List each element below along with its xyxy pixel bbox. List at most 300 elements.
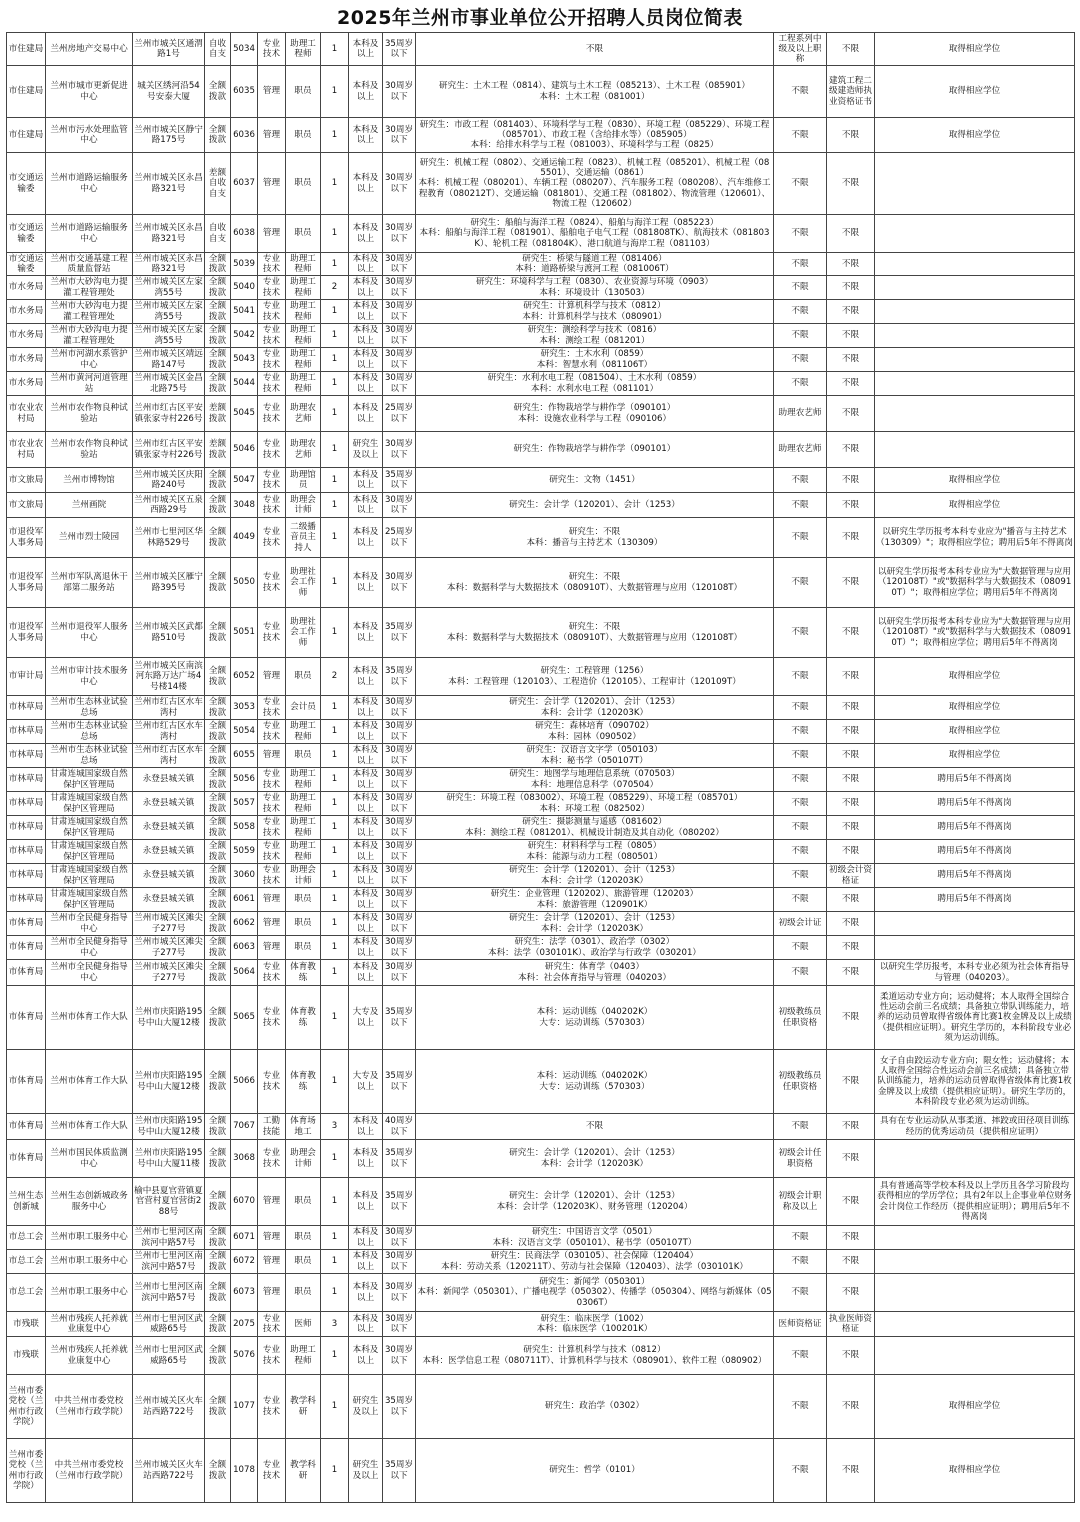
address-cell: 兰州市红古区水车湾村 (134, 721, 203, 742)
education-cell: 本科及以上 (349, 1337, 383, 1375)
address-cell: 兰州市城关区静宁路175号 (133, 118, 205, 153)
age-cell: 35周岁以下 (383, 608, 416, 658)
other-cell (875, 253, 1075, 276)
certificate-cell: 不限 (827, 1439, 875, 1503)
count-cell: 3 (321, 1114, 349, 1140)
dept-cell: 市体育局 (7, 986, 46, 1050)
unit-cell: 兰州市退役军人服务中心 (46, 608, 133, 658)
count-cell: 2 (321, 658, 349, 696)
unit-cell: 兰州市污水处理监管中心 (46, 118, 133, 153)
education-cell: 本科及以上 (349, 936, 383, 960)
education-cell: 本科及以上 (349, 118, 383, 153)
code-cell: 5050 (231, 558, 258, 608)
count-cell: 1 (321, 1050, 349, 1114)
certificate-cell: 不限 (827, 468, 875, 493)
code-cell: 5054 (231, 720, 258, 744)
major-cell: 研究生：新闻学（050301） 本科：新闻学（050301）、广播电视学（050302）、传播学（050304）、网络与新媒体（050306T） (416, 1274, 774, 1312)
category-cell: 专业技术 (258, 816, 286, 840)
position-cell: 助理会计师 (286, 1140, 321, 1178)
unit-cell: 兰州房地产交易中心 (46, 33, 133, 66)
position-cell: 助理工程师 (286, 276, 321, 300)
code-cell: 6063 (231, 936, 258, 960)
code-cell: 6036 (231, 118, 258, 153)
table-row (7, 608, 1075, 658)
funding-cell: 全额拨款 (205, 300, 231, 324)
other-cell: 以研究生学历报考，本科专业必须为社会体育指导与管理（040203）。 (875, 960, 1075, 986)
position-cell: 助理工程师 (286, 253, 321, 276)
certificate-cell: 不限 (827, 986, 875, 1050)
count-cell: 1 (321, 696, 349, 720)
education-cell: 本科及以上 (349, 1140, 383, 1178)
category-cell: 专业技术 (258, 493, 286, 518)
age-cell: 30周岁以下 (383, 493, 416, 518)
certificate-cell: 不限 (827, 1140, 875, 1178)
code-cell: 6073 (231, 1274, 258, 1312)
other-cell: 以研究生学历报考本科专业应为"播音与主持艺术（130309）"；取得相应学位；聘用后5年不得离岗 (875, 518, 1075, 558)
certificate-cell: 不限 (827, 372, 875, 396)
count-cell: 1 (321, 372, 349, 396)
table-row (7, 432, 1075, 468)
education-cell: 本科及以上 (349, 840, 383, 864)
address-cell: 永登县城关镇 (133, 840, 205, 864)
table-row (7, 936, 1075, 960)
education-cell: 研究生及以上 (349, 432, 383, 468)
count-cell: 1 (321, 1178, 349, 1226)
unit-cell: 兰州市体育工作大队 (46, 1050, 133, 1114)
address-cell: 兰州市城关区左家湾55号 (134, 301, 203, 322)
age-cell: 30周岁以下 (383, 558, 416, 608)
category-cell: 工勤技能 (258, 1114, 286, 1140)
code-cell: 3053 (231, 696, 258, 720)
unit-cell: 甘肃连城国家级自然保护区管理局 (46, 816, 133, 840)
other-cell: 取得相应学位 (875, 720, 1075, 744)
dept-cell: 兰州市委党校（兰州市行政学院） (7, 1439, 46, 1503)
other-cell: 取得相应学位 (875, 696, 1075, 720)
unit-cell: 兰州市体育工作大队 (46, 1114, 133, 1140)
certificate-cell: 不限 (827, 960, 875, 986)
certificate-cell: 不限 (827, 1050, 875, 1114)
count-cell: 1 (321, 1250, 349, 1274)
table-row (7, 1140, 1075, 1178)
qualification-cell: 不限 (774, 1250, 827, 1274)
education-cell: 本科及以上 (349, 468, 383, 493)
code-cell: 2075 (231, 1312, 258, 1337)
category-cell: 专业技术 (258, 468, 286, 493)
education-cell: 大专及以上 (349, 1050, 383, 1114)
certificate-cell: 不限 (827, 936, 875, 960)
positions-table (6, 32, 1075, 1503)
position-cell: 体育教练 (286, 986, 321, 1050)
major-cell: 本科：运动训练（040202K） 大专：运动训练（570303） (416, 1050, 774, 1114)
major-cell: 本科：运动训练（040202K） 大专：运动训练（570303） (416, 986, 774, 1050)
table-row (7, 493, 1075, 518)
position-cell: 助理工程师 (286, 840, 321, 864)
position-cell: 教学科研 (286, 1439, 321, 1503)
category-cell: 管理 (258, 118, 286, 153)
major-cell: 研究生：法学（0301）、政治学（0302） 本科：法学（030101K）、政治学与行政学（030201） (416, 936, 774, 960)
age-cell: 30周岁以下 (383, 432, 416, 468)
count-cell: 1 (321, 33, 349, 66)
unit-cell: 兰州市大砂沟电力提灌工程管理处 (46, 300, 133, 324)
certificate-cell: 不限 (827, 396, 875, 432)
code-cell: 5064 (231, 960, 258, 986)
major-cell: 研究生：不限 本科：播音与主持艺术（130309） (416, 518, 774, 558)
position-cell: 助理工程师 (286, 348, 321, 372)
age-cell: 30周岁以下 (383, 324, 416, 348)
qualification-cell: 不限 (774, 276, 827, 300)
code-cell: 5041 (231, 300, 258, 324)
certificate-cell: 不限 (827, 253, 875, 276)
table-row (7, 912, 1075, 936)
position-cell: 教学科研 (286, 1375, 321, 1439)
count-cell: 1 (321, 1226, 349, 1250)
code-cell: 5066 (231, 1050, 258, 1114)
qualification-cell: 不限 (774, 792, 827, 816)
education-cell: 本科及以上 (349, 744, 383, 768)
major-cell: 研究生：会计学（120201）、会计（1253） 本科：会计学（120203K） (416, 912, 774, 936)
dept-cell: 市总工会 (7, 1226, 46, 1250)
unit-cell: 兰州市审计技术服务中心 (46, 658, 133, 696)
address-cell: 兰州市七里河区华林路529号 (133, 518, 205, 558)
code-cell: 5045 (231, 396, 258, 432)
funding-cell: 全额拨款 (205, 372, 231, 396)
unit-cell: 兰州画院 (46, 493, 133, 518)
major-cell: 研究生：船舶与海洋工程（0824）、船舶与海洋工程（085223） 本科：船舶与海洋工程（081901）、船舶电子电气工程（081808TK）、航海技术（081803K）、轮机工程（081804K）、港口航道与海岸工程（081103） (416, 215, 774, 253)
major-cell: 研究生：桥梁与隧道工程（081406） 本科：道路桥梁与渡河工程（081006T） (416, 253, 774, 276)
code-cell: 6055 (231, 744, 258, 768)
category-cell: 专业技术 (258, 1312, 286, 1337)
count-cell: 1 (321, 300, 349, 324)
qualification-cell: 不限 (774, 372, 827, 396)
table-row (7, 1274, 1075, 1312)
qualification-cell: 医师资格证 (774, 1312, 827, 1337)
code-cell: 5047 (231, 468, 258, 493)
unit-cell: 兰州市职工服务中心 (46, 1226, 133, 1250)
funding-cell: 全额拨款 (205, 118, 231, 153)
other-cell: 聘用后5年不得离岗 (875, 816, 1075, 840)
category-cell: 管理 (258, 215, 286, 253)
major-cell: 研究生：会计学（120201）、会计（1253） 本科：会计学（120203K） (416, 864, 774, 888)
qualification-cell: 不限 (774, 324, 827, 348)
certificate-cell: 不限 (827, 153, 875, 215)
count-cell: 1 (321, 153, 349, 215)
age-cell: 30周岁以下 (383, 888, 416, 912)
code-cell: 3068 (231, 1140, 258, 1178)
age-cell: 35周岁以下 (383, 1050, 416, 1114)
age-cell: 30周岁以下 (383, 66, 416, 118)
address-cell: 兰州市城关区火车站西路722号 (133, 1439, 205, 1503)
category-cell: 专业技术 (258, 864, 286, 888)
other-cell: 取得相应学位 (875, 744, 1075, 768)
funding-cell: 全额拨款 (205, 696, 231, 720)
qualification-cell: 不限 (774, 888, 827, 912)
age-cell: 30周岁以下 (383, 744, 416, 768)
age-cell: 25周岁以下 (383, 396, 416, 432)
qualification-cell: 初级会计职称及以上 (774, 1178, 827, 1226)
count-cell: 1 (321, 1140, 349, 1178)
address-cell: 兰州市城关区金昌北路75号 (134, 373, 203, 394)
dept-cell: 市水务局 (7, 300, 46, 324)
unit-cell: 兰州市职工服务中心 (46, 1274, 133, 1312)
dept-cell: 市体育局 (7, 1050, 46, 1114)
major-cell: 研究生：不限 本科：数据科学与大数据技术（080910T）、大数据管理与应用（120108T） (416, 558, 774, 608)
major-cell: 不限 (416, 33, 774, 66)
address-cell: 兰州市庆阳路195号中山大厦12楼 (133, 1050, 205, 1114)
qualification-cell: 不限 (774, 66, 827, 118)
age-cell: 30周岁以下 (383, 768, 416, 792)
education-cell: 本科及以上 (349, 1312, 383, 1337)
position-cell: 职员 (286, 936, 321, 960)
major-cell: 研究生：森林培育（090702） 本科：园林（090502） (416, 720, 774, 744)
qualification-cell: 不限 (774, 1226, 827, 1250)
qualification-cell: 不限 (774, 1375, 827, 1439)
position-cell: 职员 (286, 118, 321, 153)
funding-cell: 全额拨款 (205, 1050, 231, 1114)
code-cell: 5039 (231, 253, 258, 276)
code-cell: 1078 (231, 1439, 258, 1503)
other-cell: 聘用后5年不得离岗 (875, 840, 1075, 864)
table-row (7, 986, 1075, 1050)
unit-cell: 兰州市农作物良种试验站 (46, 432, 133, 468)
table-row (7, 118, 1075, 153)
unit-cell: 兰州市生态林业试验总场 (46, 744, 133, 768)
position-cell: 助理工程师 (286, 324, 321, 348)
count-cell: 1 (321, 912, 349, 936)
funding-cell: 全额拨款 (205, 253, 231, 276)
qualification-cell: 助理农艺师 (774, 396, 827, 432)
category-cell: 专业技术 (258, 300, 286, 324)
certificate-cell: 不限 (827, 33, 875, 66)
position-cell: 助理农艺师 (286, 432, 321, 468)
unit-cell: 兰州市大砂沟电力提灌工程管理处 (46, 276, 133, 300)
education-cell: 本科及以上 (349, 66, 383, 118)
qualification-cell: 不限 (774, 864, 827, 888)
dept-cell: 市文旅局 (7, 493, 46, 518)
position-cell: 职员 (286, 1178, 321, 1226)
major-cell: 研究生：会计学（120201）、会计（1253） (416, 493, 774, 518)
funding-cell: 全额拨款 (205, 276, 231, 300)
table-row (7, 1114, 1075, 1140)
category-cell: 专业技术 (258, 1375, 286, 1439)
qualification-cell: 不限 (774, 960, 827, 986)
dept-cell: 市审计局 (7, 658, 46, 696)
major-cell: 研究生：会计学（120201）、会计（1253） 本科：会计学（120203K）、财务管理（120204） (416, 1178, 774, 1226)
education-cell: 本科及以上 (349, 792, 383, 816)
table-row (7, 276, 1075, 300)
table-row (7, 1312, 1075, 1337)
category-cell: 管理 (258, 1226, 286, 1250)
certificate-cell: 不限 (827, 276, 875, 300)
position-cell: 职员 (286, 1226, 321, 1250)
code-cell: 6052 (231, 658, 258, 696)
education-cell: 本科及以上 (349, 215, 383, 253)
table-row (7, 720, 1075, 744)
education-cell: 研究生及以上 (349, 1375, 383, 1439)
category-cell: 专业技术 (258, 840, 286, 864)
count-cell: 1 (321, 468, 349, 493)
major-cell: 研究生：摄影测量与遥感（081602） 本科：测绘工程（081201）、机械设计制造及其自动化（080202） (416, 816, 774, 840)
age-cell: 35周岁以下 (383, 1140, 416, 1178)
category-cell: 管理 (258, 658, 286, 696)
category-cell: 专业技术 (258, 33, 286, 66)
certificate-cell: 不限 (827, 493, 875, 518)
qualification-cell: 初级会计证 (774, 912, 827, 936)
education-cell: 本科及以上 (349, 153, 383, 215)
other-cell: 聘用后5年不得离岗 (875, 792, 1075, 816)
dept-cell: 市林草局 (7, 888, 46, 912)
category-cell: 专业技术 (258, 960, 286, 986)
funding-cell: 全额拨款 (205, 1375, 231, 1439)
count-cell: 1 (321, 960, 349, 986)
unit-cell: 兰州市全民健身指导中心 (46, 936, 133, 960)
position-cell: 助理馆员 (286, 468, 321, 493)
funding-cell: 全额拨款 (205, 1178, 231, 1226)
unit-cell: 兰州市体育工作大队 (46, 986, 133, 1050)
certificate-cell: 不限 (827, 1375, 875, 1439)
other-cell: 具有普通高等学校本科及以上学历且各学习阶段均获得相应的学历学位；具有2年以上企事业单位财务会计岗位工作经历（提供相应证明）；聘用后5年不得离岗 (875, 1178, 1075, 1226)
table-body (7, 33, 1075, 1503)
address-cell: 兰州市城关区永昌路321号 (133, 153, 205, 215)
age-cell: 30周岁以下 (383, 696, 416, 720)
other-cell: 以研究生学历报考本科专业应为"大数据管理与应用（120108T）"或"数据科学与大数据技术（080910T）"；取得相应学位；聘用后5年不得离岗 (875, 558, 1075, 608)
other-cell (875, 1274, 1075, 1312)
certificate-cell: 不限 (827, 840, 875, 864)
age-cell: 30周岁以下 (383, 253, 416, 276)
certificate-cell: 不限 (827, 608, 875, 658)
other-cell (875, 936, 1075, 960)
education-cell: 本科及以上 (349, 300, 383, 324)
dept-cell: 市林草局 (7, 768, 46, 792)
code-cell: 5046 (231, 432, 258, 468)
certificate-cell: 不限 (827, 215, 875, 253)
dept-cell: 市体育局 (7, 936, 46, 960)
qualification-cell: 不限 (774, 1337, 827, 1375)
qualification-cell: 助理农艺师 (774, 432, 827, 468)
unit-cell: 兰州市军队离退休干部第二服务站 (46, 558, 133, 608)
position-cell: 职员 (286, 215, 321, 253)
code-cell: 5056 (231, 768, 258, 792)
address-cell: 兰州市红古区平安镇张家寺村226号 (133, 396, 205, 432)
table-row (7, 153, 1075, 215)
other-cell: 取得相应学位 (875, 658, 1075, 696)
certificate-cell: 不限 (827, 720, 875, 744)
unit-cell: 甘肃连城国家级自然保护区管理局 (46, 840, 133, 864)
category-cell: 管理 (258, 912, 286, 936)
certificate-cell: 不限 (827, 768, 875, 792)
qualification-cell: 不限 (774, 1439, 827, 1503)
address-cell: 兰州市城关区南滨河东路万达广场4号楼14楼 (133, 658, 205, 696)
qualification-cell: 不限 (774, 1274, 827, 1312)
code-cell: 6035 (231, 66, 258, 118)
page-title: 2025年兰州市事业单位公开招聘人员岗位简表 (337, 7, 743, 29)
funding-cell: 全额拨款 (205, 960, 231, 986)
education-cell: 本科及以上 (349, 1178, 383, 1226)
qualification-cell: 不限 (774, 696, 827, 720)
qualification-cell: 初级教练员任职资格 (774, 1050, 827, 1114)
position-cell: 医师 (286, 1312, 321, 1337)
certificate-cell: 不限 (827, 118, 875, 153)
code-cell: 6070 (231, 1178, 258, 1226)
address-cell: 兰州市城关区武都路510号 (133, 608, 205, 658)
education-cell: 本科及以上 (349, 276, 383, 300)
category-cell: 专业技术 (258, 768, 286, 792)
address-cell: 兰州市城关区滩尖子277号 (134, 913, 203, 934)
other-cell: 取得相应学位 (875, 493, 1075, 518)
position-cell: 体育教练 (286, 960, 321, 986)
count-cell: 1 (321, 744, 349, 768)
table-row (7, 792, 1075, 816)
table-row (7, 888, 1075, 912)
qualification-cell: 不限 (774, 518, 827, 558)
code-cell: 6062 (231, 912, 258, 936)
category-cell: 管理 (258, 1274, 286, 1312)
count-cell: 1 (321, 1274, 349, 1312)
address-cell: 兰州市红古区水车湾村 (134, 745, 203, 766)
category-cell: 专业技术 (258, 276, 286, 300)
address-cell: 永登县城关镇 (133, 864, 205, 888)
other-cell (875, 324, 1075, 348)
qualification-cell: 不限 (774, 558, 827, 608)
certificate-cell: 初级会计资格证 (827, 864, 875, 888)
count-cell: 1 (321, 348, 349, 372)
count-cell: 1 (321, 1337, 349, 1375)
category-cell: 专业技术 (258, 1050, 286, 1114)
address-cell: 兰州市城关区滩尖子277号 (133, 960, 205, 986)
table-row (7, 744, 1075, 768)
unit-cell: 兰州市黄河河道管理站 (46, 372, 133, 396)
funding-cell: 全额拨款 (205, 1250, 231, 1274)
major-cell: 研究生：会计学（120201）、会计（1253） 本科：会计学（120203K） (416, 696, 774, 720)
education-cell: 本科及以上 (349, 348, 383, 372)
major-cell: 研究生：作物栽培学与耕作学（090101） 本科：设施农业科学与工程（090106） (416, 396, 774, 432)
other-cell (875, 300, 1075, 324)
dept-cell: 兰州市委党校（兰州市行政学院） (7, 1375, 46, 1439)
table-row (7, 768, 1075, 792)
education-cell: 本科及以上 (349, 816, 383, 840)
age-cell: 30周岁以下 (383, 1274, 416, 1312)
qualification-cell: 不限 (774, 493, 827, 518)
major-cell: 研究生：环境科学与工程（0830）、农业资源与环境（0903） 本科：环境设计（130503） (416, 276, 774, 300)
qualification-cell: 不限 (774, 768, 827, 792)
code-cell: 3060 (231, 864, 258, 888)
qualification-cell: 不限 (774, 720, 827, 744)
category-cell: 管理 (258, 936, 286, 960)
age-cell: 30周岁以下 (383, 792, 416, 816)
category-cell: 专业技术 (258, 253, 286, 276)
count-cell: 1 (321, 66, 349, 118)
unit-cell: 兰州市生态林业试验总场 (46, 720, 133, 744)
funding-cell: 自收自支 (205, 215, 231, 253)
table-row (7, 372, 1075, 396)
education-cell: 本科及以上 (349, 33, 383, 66)
count-cell: 1 (321, 864, 349, 888)
code-cell: 7067 (231, 1114, 258, 1140)
other-cell (875, 1250, 1075, 1274)
certificate-cell: 不限 (827, 1274, 875, 1312)
funding-cell: 全额拨款 (205, 608, 231, 658)
position-cell: 助理工程师 (286, 792, 321, 816)
certificate-cell: 不限 (827, 888, 875, 912)
certificate-cell: 不限 (827, 1114, 875, 1140)
other-cell: 柔道运动专业方向；运动健将；本人取得全国综合性运动会前三名成绩；具备独立带队训练能力，培养的运动员曾取得省级体育比赛1枚金牌及以上成绩（提供相应证明）。研究生学历的，本科阶段专业必须为运动训练。 (875, 986, 1075, 1050)
table-row (7, 396, 1075, 432)
unit-cell: 兰州市残疾人托养就业康复中心 (46, 1312, 133, 1337)
certificate-cell: 不限 (827, 348, 875, 372)
education-cell: 本科及以上 (349, 518, 383, 558)
code-cell: 5042 (231, 324, 258, 348)
category-cell: 管理 (258, 1178, 286, 1226)
address-cell: 兰州市城关区永昌路321号 (134, 253, 203, 274)
